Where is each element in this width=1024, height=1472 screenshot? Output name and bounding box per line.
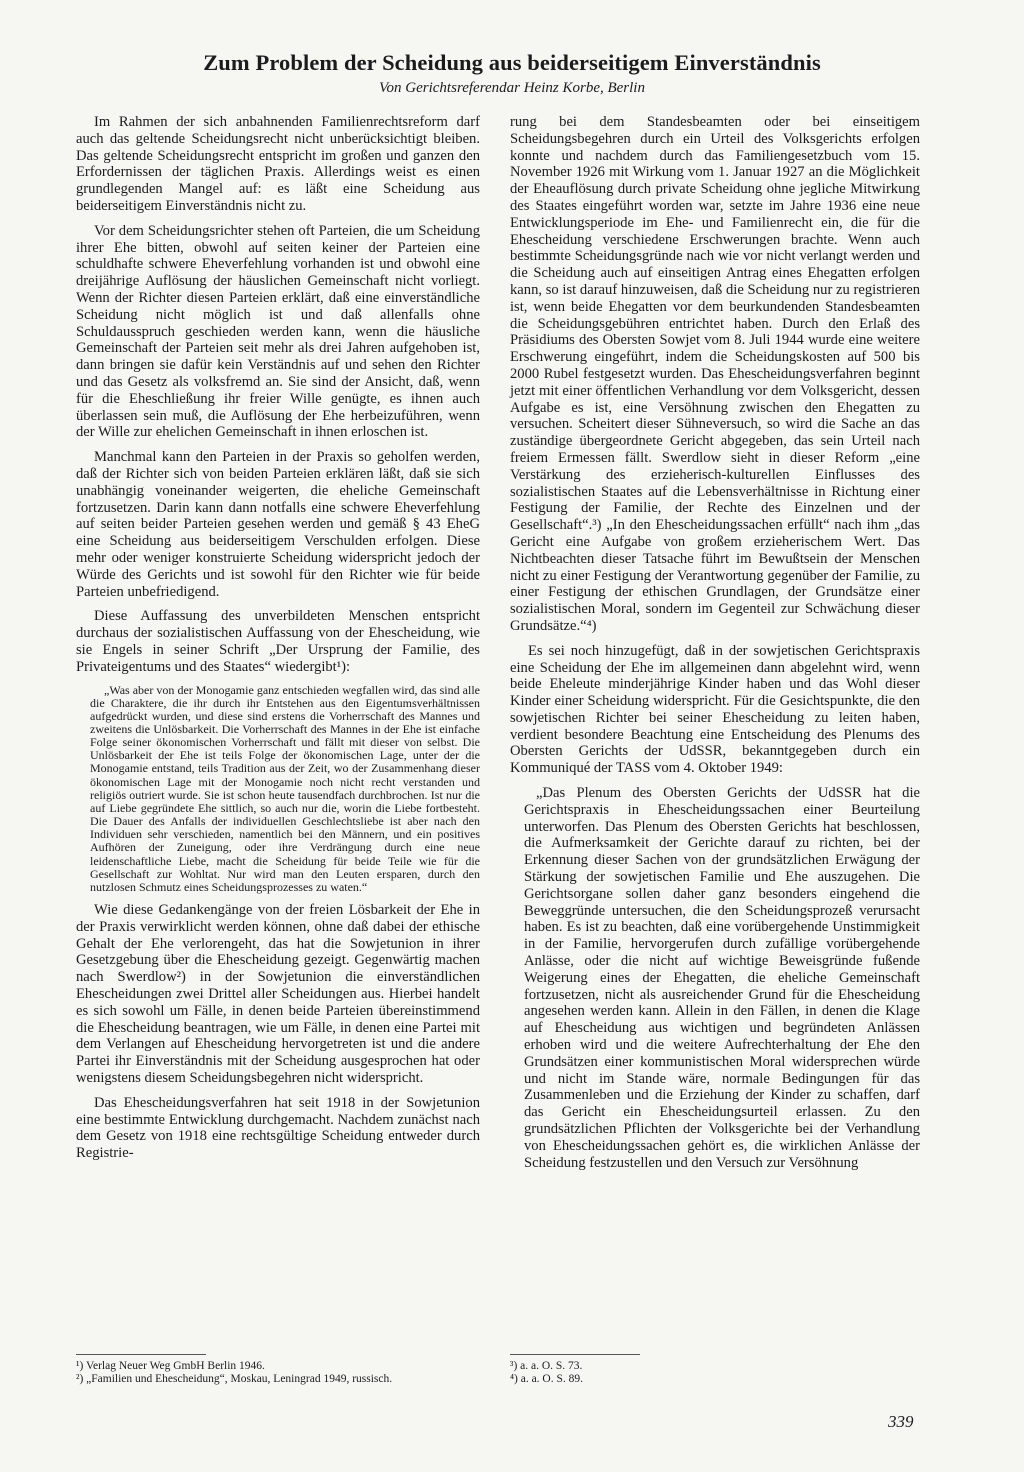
paragraph: Vor dem Scheidungsrichter stehen oft Parteien, die um Scheidung ihrer Ehe bitten, obwohl auf seiten keiner der Parteien eine schuldhafte schwere Eheverfehlung vorhanden ist und obwohl eine dreijährige Auflösung der häuslichen Gemeinschaft nicht vorliegt. Wenn der Richter diesen Parteien erklärt, daß eine einverständliche Scheidung nicht möglich ist und daß allenfalls ohne Schuldausspruch geschieden werden kann, wenn die häusliche Gemeinschaft der Parteien seit mehr als drei Jahren aufgehoben ist, dann bringen sie dafür kein Verständnis auf und sehen den Richter und das Gesetz als volksfremd an. Sie sind der Ansicht, daß, wenn für die Eheschließung ihr freier Wille genügte, es ihnen auch überlassen sein muß, die Auflösung der Ehe herbeizuführen, wenn der Wille zur ehelichen Gemeinschaft in ihnen erloschen ist.: [76, 222, 480, 441]
footnote-divider: [76, 1354, 206, 1355]
right-column: [510, 114, 920, 1179]
paragraph: Es sei noch hinzugefügt, daß in der sowjetischen Gerichtspraxis eine Scheidung der Ehe im allgemeinen dann abgelehnt wird, wenn beide Eheleute minderjährige Kinder haben und das Wohl dieser Kinder einer Scheidung widerspricht. Für die Gesichtspunkte, die den sowjetischen Richter bei seiner Ehescheidung zu leiten haben, verdient besondere Beachtung eine Entscheidung des Plenums des Obersten Gerichts der UdSSR, bekanntgegeben durch ein Kommuniqué der TASS vom 4. Oktober 1949:: [510, 642, 920, 777]
tass-quote: „Das Plenum des Obersten Gerichts der UdSSR hat die Gerichtspraxis in Ehescheidungssachen einer Beurteilung unterworfen. Das Plenum des Obersten Gerichts hat beschlossen, die Aufmerksamkeit der Gerichte darauf zu richten, bei der Erkennung dieser Sachen von der grundsätzlichen Erwägung der Stärkung der sowjetischen Familie und Ehe auszugehen. Die Gerichtsorgane sollen daher ganz besonders eingehend die Beweggründe untersuchen, die den Scheidungsprozeß verursacht haben. Es ist zu beachten, daß eine vorübergehende Unstimmigkeit in der Familie, hervorgerufen durch zufällige vorübergehende Anlässe, oder die nicht auf wichtige Beweisgründe fußende Weigerung eines der Ehegatten, die eheliche Gemeinschaft fortzusetzen, nicht als ausreichender Grund für die Ehescheidung angesehen werden kann. Allein in den Fällen, in denen die Klage auf Ehescheidung aus wichtigen und begründeten Anlässen erhoben wird und die weitere Aufrechterhaltung der Ehe den Grundsätzen einer kommunistischen Moral widersprechen würde und nicht im Stande wäre, normale Bedingungen für das Zusammenleben und die Erziehung der Kinder zu schaffen, darf das Gericht ein Ehescheidungsurteil erlassen. Zu den grundsätzlichen Pflichten der Volksgerichte bei der Verhandlung von Ehescheidungssachen gehört es, die wirklichen Anlässe der Scheidung festzustellen und den Versuch zur Versöhnung: [524, 785, 920, 1171]
article-title: Zum Problem der Scheidung aus beiderseitigem Einverständnis: [203, 50, 821, 75]
footnote-divider: [510, 1354, 640, 1355]
footnotes-right: [510, 1360, 920, 1386]
paragraph: Manchmal kann den Parteien in der Praxis so geholfen werden, daß der Richter sich von beiden Parteien erklären läßt, daß sie sich unabhängig voneinander weigerten, die eheliche Gemeinschaft fortzusetzen. Darin kann dann notfalls eine schwere Eheverfehlung auf seiten beider Parteien gesehen werden und gemäß § 43 EheG eine Scheidung aus beiderseitigem Verschulden erfolgen. Diese mehr oder weniger konstruierte Scheidung widerspricht jedoch der Würde des Gerichts und ist sowohl für den Richter wie für beide Parteien unbefriedigend.: [76, 449, 480, 600]
left-column: [76, 114, 480, 1170]
article-byline: Von Gerichtsreferendar Heinz Korbe, Berlin: [379, 80, 645, 96]
paragraph: Das Ehescheidungsverfahren hat seit 1918 in der Sowjetunion eine bestimmte Entwicklung durchgemacht. Nachdem zunächst nach dem Gesetz von 1918 eine rechtsgültige Scheidung entweder durch Registrie-: [76, 1094, 480, 1162]
paragraph: rung bei dem Standesbeamten oder bei einseitigem Scheidungsbegehren durch ein Urteil des Volksgerichts erfolgen konnte und nachdem durch das Familiengesetzbuch vom 15. November 1926 mit Wirkung vom 1. Januar 1927 an die Möglichkeit der Eheauflösung durch private Scheidung ohne jegliche Mitwirkung des Staates eingeführt worden war, setzte im Jahre 1936 eine neue Entwicklungsperiode im Ehe- und Familienrecht ein, die für die Ehescheidung verschiedene Erschwerungen brachte. Wenn auch bestimmte Scheidungsgründe nach wie vor nicht verlangt werden und die Scheidung auch auf einseitigen Antrag eines Ehegatten erfolgen kann, so ist darauf hinzuweisen, daß die Scheidung nur zu registrieren ist, wenn beide Ehegatten vor dem beurkundenden Standesbeamten die Scheidungsgebühren entrichtet haben. Durch den Erlaß des Präsidiums des Obersten Sowjet vom 8. Juli 1944 wurde eine weitere Erschwerung eingeführt, indem die Scheidungskosten auf 500 bis 2000 Rubel festgesetzt wurden. Das Ehescheidungsverfahren beginnt jetzt mit einer öffentlichen Verhandlung vor dem Volksgericht, dessen Aufgabe es ist, eine Versöhnung zwischen den Ehegatten zu versuchen. Scheitert dieser Sühneversuch, so wird die Sache an das zuständige übergeordnete Gericht abgegeben, das sein Urteil nach freiem Ermessen fällt. Swerdlow sieht in dieser Reform „eine Verstärkung des erzieherisch-kulturellen Einflusses des sozialistischen Staates auf die Lebensverhältnisse in Richtung einer Festigung der Familie, der Rechte des Einzelnen und der Gesellschaft“.³) „In den Ehescheidungssachen erfüllt“ nach ihm „das Gericht eine Aufgabe von großem erzieherischem Wert. Das Nichtbeachten dieser Tatsache führt im Bewußtsein der Menschen nicht zu einer Festigung der Verantwortung gegenüber der Familie, zu einer Festigung der ethischen Grundlagen, der Grundsätze einer sozialistischen Moral, sondern im Gegenteil zur Schwächung dieser Grundsätze.“⁴): [510, 114, 920, 634]
paragraph: Diese Auffassung des unverbildeten Menschen entspricht durchaus der sozialistischen Auffassung von der Ehescheidung, wie sie Engels in seiner Schrift „Der Ursprung der Familie, des Privateigentums und des Staates“ wiedergibt¹):: [76, 608, 480, 675]
page-number: 339: [888, 1412, 914, 1431]
footnotes-left: [76, 1360, 480, 1386]
footnote: ²) „Familien und Ehescheidung“, Moskau, Leningrad 1949, russisch.: [76, 1373, 393, 1385]
engels-quote: „Was aber von der Monogamie ganz entschieden wegfallen wird, das sind alle die Charaktere, die ihr durch ihr Entstehen aus den Eigentumsverhältnissen aufgedrückt wurden, und diese sind erstens die Vorherrschaft des Mannes und zweitens die Unlösbarkeit. Die Vorherrschaft des Mannes in der Ehe ist einfache Folge seiner ökonomischen Vorherrschaft und fällt mit dieser von selbst. Die Unlösbarkeit der Ehe ist teils Folge der ökonomischen Lage, unter der die Monogamie entstand, teils Tradition aus der Zeit, wo der Zusammenhang dieser ökonomischen Lage mit der Monogamie noch nicht recht verstanden und religiös outriert wurde. Sie ist schon heute tausendfach durchbrochen. Ist nur die auf Liebe gegründete Ehe sittlich, so auch nur die, worin die Liebe fortbesteht. Die Dauer des Anfalls der individuellen Geschlechtsliebe ist aber nach den Individuen sehr verschieden, namentlich bei den Männern, und ein positives Aufhören der Zuneigung, oder ihre Verdrängung durch eine neue leidenschaftliche Liebe, macht die Scheidung für beide Teile wie für die Gesellschaft zur Wohltat. Nur wird man den Leuten ersparen, durch den nutzlosen Schmutz eines Scheidungsprozesses zu waten.“: [90, 682, 480, 894]
paragraph: Im Rahmen der sich anbahnenden Familienrechtsreform darf auch das geltende Scheidungsrecht nicht unberücksichtigt bleiben. Das geltende Scheidungsrecht entspricht im großen und ganzen den Erfordernissen der täglichen Praxis. Allerdings weist es einen grundlegenden Mangel auf: es läßt eine Scheidung aus beiderseitigem Einverständnis nicht zu.: [76, 114, 480, 214]
paragraph: Wie diese Gedankengänge von der freien Lösbarkeit der Ehe in der Praxis verwirklicht werden können, ohne daß dabei der ethische Gehalt der Ehe verlorengeht, das hat die Sowjetunion in ihrer Gesetzgebung über die Ehescheidung gezeigt. Gegenwärtig machen nach Swerdlow²) in der Sowjetunion die einverständlichen Ehescheidungen zwei Drittel aller Scheidungen aus. Hierbei handelt es sich sowohl um Fälle, in denen beide Parteien übereinstimmend die Ehescheidung beantragen, wie um Fälle, in denen eine Partei mit dem Verlangen auf Ehescheidung hervorgetreten ist und die andere Partei ihr Einverständnis mit der Scheidung ausgesprochen hat oder wenigstens diesem Scheidungsbegehren nicht widerspricht.: [76, 902, 480, 1086]
footnote: ¹) Verlag Neuer Weg GmbH Berlin 1946.: [76, 1360, 265, 1372]
footnote: ⁴) a. a. O. S. 89.: [510, 1373, 583, 1385]
footnote: ³) a. a. O. S. 73.: [510, 1360, 583, 1372]
